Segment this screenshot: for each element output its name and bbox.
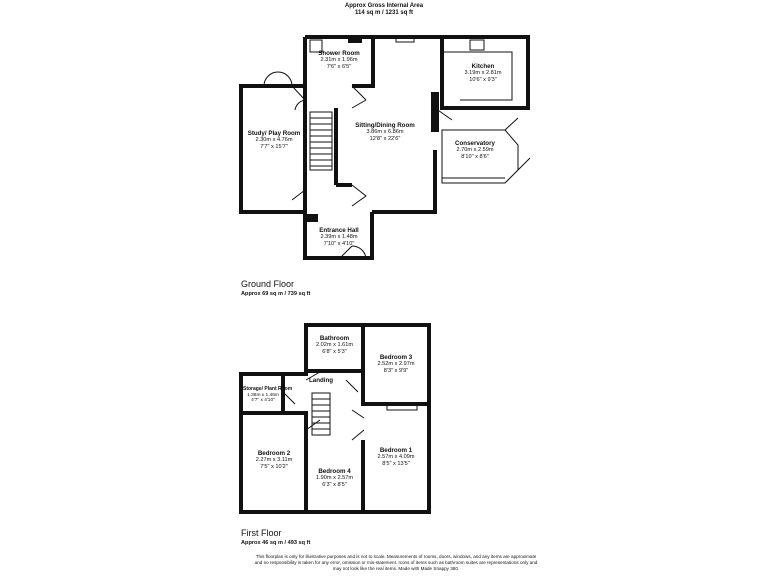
landing-top-wall bbox=[283, 371, 306, 374]
conservatory-doors bbox=[435, 108, 530, 170]
ground-floor-area: Approx 69 sq m / 739 sq ft bbox=[241, 291, 311, 297]
room-label-shower-room: Shower Room 2.31m x 1.96m 7'6" x 6'5" bbox=[318, 50, 360, 70]
chimney-breast bbox=[431, 92, 439, 132]
shower-wall-block bbox=[348, 37, 362, 43]
room-label-entrance-hall: Entrance Hall 2.39m x 1.48m 7'10" x 4'10" bbox=[319, 227, 359, 247]
first-floor-area: Approx 46 sq m / 493 sq ft bbox=[241, 540, 311, 546]
room-label-bedroom-4: Bedroom 4 1.90m x 2.57m 6'3" x 8'5" bbox=[316, 468, 353, 488]
ground-stairs-outline bbox=[310, 112, 332, 170]
room-label-conservatory: Conservatory 2.70m x 2.59m 8'10" x 8'6" bbox=[455, 140, 495, 160]
ground-stairs-treads bbox=[310, 118, 332, 166]
study-french-doors bbox=[264, 72, 292, 86]
gross-area-title: Approx Gross Internal Area bbox=[344, 3, 424, 9]
ground-floor-title: Ground Floor bbox=[241, 279, 295, 289]
kitchen-sink bbox=[470, 40, 484, 50]
room-label-bedroom-2: Bedroom 2 2.27m x 3.11m 7'5" x 10'2" bbox=[255, 450, 293, 470]
room-label-study: Study/ Play Room 2.30m x 4.76m 7'7" x 15'7" bbox=[247, 130, 301, 150]
sitting-door bbox=[352, 86, 366, 108]
room-label-kitchen: Kitchen 3.19m x 2.81m 10'6" x 9'3" bbox=[464, 63, 502, 83]
room-label-storage: Storage/ Plant Room 1.38m x 1.46m 4'7" x 4'10" bbox=[243, 386, 293, 404]
room-label-landing: Landing bbox=[308, 377, 334, 384]
first-stairs-treads bbox=[312, 399, 330, 429]
first-floor-title: First Floor bbox=[241, 528, 282, 538]
sitting-room-lower-walls bbox=[372, 150, 435, 212]
disclaimer-text: This floorplan is only for illustrative purposes and is not to scale. Measurements of rooms, doors, windows, and any items are approximate and no responsibility is taken for any error, omission or mis-statement. Icons of items such as bathroom suites are representations only and may not look like the real items. Made with Made Snappy 360. bbox=[254, 554, 538, 572]
room-label-bedroom-1: Bedroom 1 2.57m x 4.09m 8'5" x 13'5" bbox=[377, 447, 415, 467]
room-label-bedroom-3: Bedroom 3 2.52m x 2.97m 8'3" x 9'9" bbox=[377, 354, 415, 374]
room-label-sitting-dining: Sitting/Dining Room 3.86m x 6.86m 12'8" x 22'6" bbox=[355, 122, 415, 142]
room-label-bathroom: Bathroom 2.02m x 1.61m 6'8" x 5'3" bbox=[316, 335, 353, 355]
hall-wall-block bbox=[306, 214, 318, 222]
gross-area-value: 114 sq m / 1231 sq ft bbox=[354, 10, 414, 16]
